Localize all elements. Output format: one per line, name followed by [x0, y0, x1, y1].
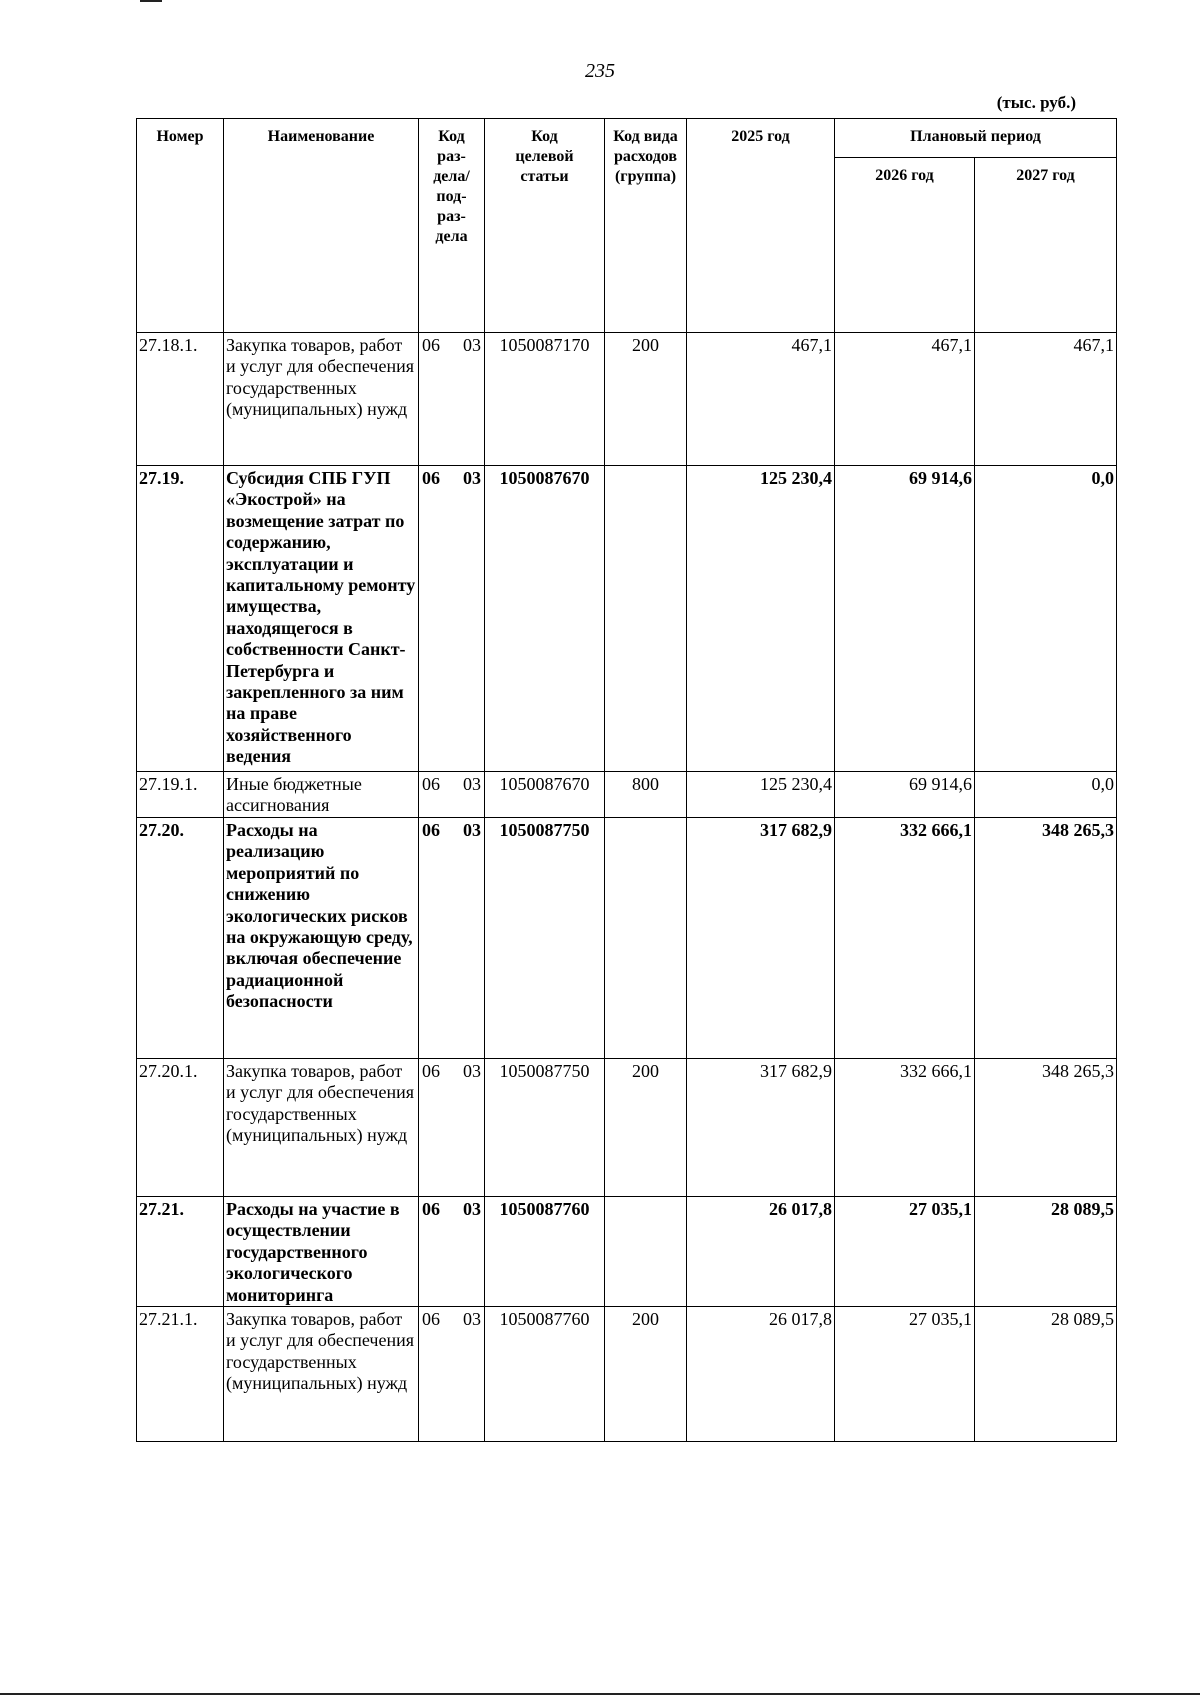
row-name: Расходы на участие в осуществлении государственного экологического мониторинга [224, 1197, 419, 1307]
row-target-code: 1050087750 [485, 818, 605, 1059]
row-section-code [419, 818, 485, 1059]
header-number: Номер [137, 119, 224, 333]
table-row [137, 818, 1117, 1059]
row-subsection: 03 [463, 774, 481, 794]
header-year-2026: 2026 год [835, 158, 975, 333]
row-amount-2025: 26 017,8 [687, 1307, 835, 1442]
row-section: 06 [422, 1061, 440, 1081]
row-amount-2027: 467,1 [975, 333, 1117, 466]
row-target-code: 1050087760 [485, 1307, 605, 1442]
header-expense-type-code: Код вида расходов (группа) [605, 119, 687, 333]
row-number: 27.20. [137, 818, 224, 1059]
header-name: Наименование [224, 119, 419, 333]
row-amount-2026: 69 914,6 [835, 772, 975, 818]
table-row [137, 1059, 1117, 1197]
row-section: 06 [422, 1309, 440, 1330]
row-name: Иные бюджетные ассигнования [224, 772, 419, 818]
row-amount-2026: 332 666,1 [835, 1059, 975, 1197]
row-amount-2026: 69 914,6 [835, 466, 975, 772]
header-year-2027: 2027 год [975, 158, 1117, 333]
table-row [137, 1307, 1117, 1442]
row-expense-type [605, 466, 687, 772]
table-row [137, 466, 1117, 772]
row-amount-2027: 348 265,3 [975, 818, 1117, 1059]
row-target-code: 1050087670 [485, 466, 605, 772]
row-expense-type: 200 [605, 333, 687, 466]
row-subsection: 03 [463, 1309, 481, 1330]
row-section: 06 [422, 820, 440, 840]
row-name: Закупка товаров, работ и услуг для обеспечения государственных (муниципальных) нужд [224, 333, 419, 466]
row-amount-2025: 317 682,9 [687, 1059, 835, 1197]
row-section-code [419, 333, 485, 466]
row-target-code: 1050087760 [485, 1197, 605, 1307]
table-row [137, 772, 1117, 818]
row-amount-2026: 27 035,1 [835, 1197, 975, 1307]
row-amount-2025: 467,1 [687, 333, 835, 466]
row-amount-2026: 332 666,1 [835, 818, 975, 1059]
row-amount-2026: 27 035,1 [835, 1307, 975, 1442]
row-section-code [419, 1307, 485, 1442]
row-section-code [419, 466, 485, 772]
row-section-code [419, 1059, 485, 1197]
table-row [137, 333, 1117, 466]
row-number: 27.19. [137, 466, 224, 772]
header-target-code: Код целевой статьи [485, 119, 605, 333]
row-section: 06 [422, 1199, 440, 1219]
row-expense-type [605, 818, 687, 1059]
row-subsection: 03 [463, 335, 481, 355]
row-subsection: 03 [463, 1061, 481, 1081]
row-number: 27.19.1. [137, 772, 224, 818]
row-number: 27.18.1. [137, 333, 224, 466]
row-amount-2026: 467,1 [835, 333, 975, 466]
header-section-code: Код раз-дела/ под-раз-дела [419, 119, 485, 333]
row-section: 06 [422, 774, 440, 794]
header-year-2025: 2025 год [687, 119, 835, 333]
row-amount-2027: 28 089,5 [975, 1197, 1117, 1307]
row-subsection: 03 [463, 820, 481, 840]
row-name: Закупка товаров, работ и услуг для обеспечения государственных (муниципальных) нужд [224, 1059, 419, 1197]
row-number: 27.20.1. [137, 1059, 224, 1197]
row-expense-type: 200 [605, 1059, 687, 1197]
row-name: Субсидия СПБ ГУП «Экострой» на возмещение затрат по содержанию, эксплуатации и капитальному ремонту имущества, находящегося в собственности Санкт-Петербурга и закрепленного за ним на праве хозяйственного ведения [224, 466, 419, 772]
row-amount-2027: 0,0 [975, 466, 1117, 772]
row-amount-2027: 0,0 [975, 772, 1117, 818]
row-target-code: 1050087670 [485, 772, 605, 818]
row-subsection: 03 [463, 1199, 481, 1219]
row-section: 06 [422, 468, 440, 488]
row-target-code: 1050087170 [485, 333, 605, 466]
row-target-code: 1050087750 [485, 1059, 605, 1197]
row-expense-type: 800 [605, 772, 687, 818]
row-amount-2027: 348 265,3 [975, 1059, 1117, 1197]
row-section-code [419, 772, 485, 818]
row-amount-2025: 125 230,4 [687, 772, 835, 818]
table-body [137, 333, 1117, 1442]
scan-artifact-top [140, 0, 162, 2]
row-name: Расходы на реализацию мероприятий по снижению экологических рисков на окружающую среду, включая обеспечение радиационной безопасности [224, 818, 419, 1059]
row-amount-2025: 125 230,4 [687, 466, 835, 772]
row-number: 27.21.1. [137, 1307, 224, 1442]
header-planned-period: Плановый период [835, 119, 1117, 158]
row-expense-type: 200 [605, 1307, 687, 1442]
row-name: Закупка товаров, работ и услуг для обеспечения государственных (муниципальных) нужд [224, 1307, 419, 1442]
table-row [137, 1197, 1117, 1307]
page-number: 235 [585, 60, 615, 82]
row-amount-2027: 28 089,5 [975, 1307, 1117, 1442]
row-section: 06 [422, 335, 440, 355]
row-amount-2025: 26 017,8 [687, 1197, 835, 1307]
row-expense-type [605, 1197, 687, 1307]
row-subsection: 03 [463, 468, 481, 488]
budget-table [136, 118, 1117, 1442]
row-amount-2025: 317 682,9 [687, 818, 835, 1059]
units-label: (тыс. руб.) [996, 93, 1076, 112]
row-number: 27.21. [137, 1197, 224, 1307]
row-section-code [419, 1197, 485, 1307]
